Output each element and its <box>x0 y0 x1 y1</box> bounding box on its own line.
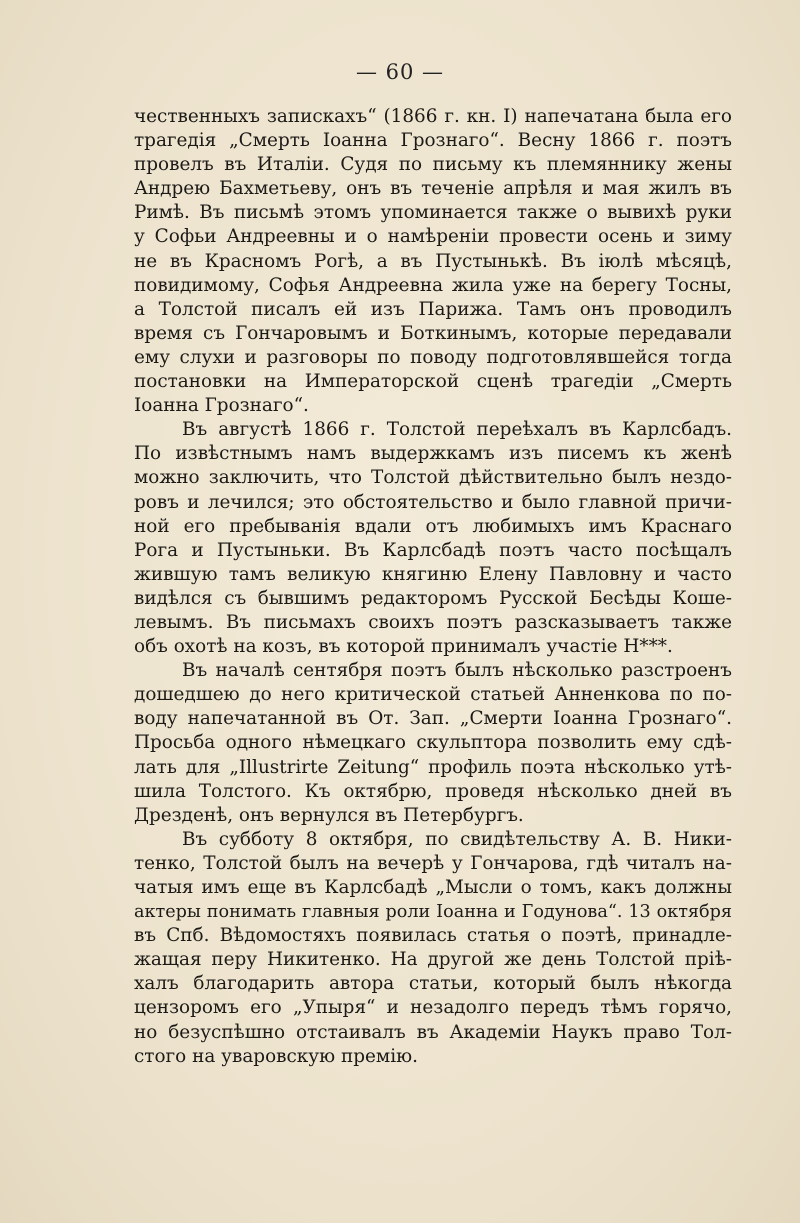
text-line: можно заключить, что Толстой дѣйствительно былъ нездо- <box>134 467 732 489</box>
body-text <box>134 105 732 1069</box>
text-line: провелъ въ Италіи. Судя по письму къ племяннику жены <box>134 154 732 176</box>
text-line: Іоанна Грознаго“. <box>134 395 309 417</box>
text-line: Рога и Пустыньки. Въ Карлсбадѣ поэтъ часто посѣщалъ <box>134 539 732 561</box>
text-line: Въ августѣ 1866 г. Толстой переѣхалъ въ Карлсбадъ. <box>182 419 732 441</box>
text-line: воду напечатанной въ От. Зап. „Смерти Іоанна Грознаго“. <box>134 708 732 730</box>
text-line: а Толстой писалъ ей изъ Парижа. Тамъ онъ проводилъ <box>134 298 732 320</box>
page-number: — 60 — <box>355 60 445 84</box>
text-line: Андрею Бахметьеву, онъ въ теченіе апрѣля и мая жилъ въ <box>134 178 732 200</box>
text-line: не въ Красномъ Рогѣ, а въ Пустынькѣ. Въ іюлѣ мѣсяцѣ, <box>134 250 732 272</box>
text-line: ему слухи и разговоры по поводу подготовлявшейся тогда <box>134 346 732 368</box>
text-line: Въ субботу 8 октября, по свидѣтельству А. В. Ники- <box>182 828 732 850</box>
text-line: повидимому, Софья Андреевна жила уже на берегу Тосны, <box>134 274 732 296</box>
text-line: у Софьи Андреевны и о намѣреніи провести осень и зиму <box>134 226 732 248</box>
text-line: трагедія „Смерть Іоанна Грознаго“. Весну 1866 г. поэтъ <box>134 130 732 152</box>
text-line: Дрезденѣ, онъ вернулся въ Петербургъ. <box>134 804 524 826</box>
text-line: шила Толстого. Къ октябрю, проведя нѣсколько дней въ <box>134 780 732 802</box>
text-line: чественныхъ запискахъ“ (1866 г. кн. I) напечатана была его <box>134 106 732 127</box>
text-line: постановки на Императорской сценѣ трагедіи „Смерть <box>134 371 732 393</box>
text-line: Римѣ. Въ письмѣ этомъ упоминается также о вывихѣ руки <box>134 202 732 224</box>
text-line: халъ благодарить автора статьи, который былъ нѣкогда <box>134 973 732 995</box>
text-line: въ Спб. Вѣдомостяхъ появилась статья о поэтѣ, принадле- <box>134 925 732 947</box>
text-line: но безуспѣшно отстаивалъ въ Академіи Наукъ право Тол- <box>134 1021 732 1043</box>
text-line: По извѣстнымъ намъ выдержкамъ изъ писемъ къ женѣ <box>134 443 732 465</box>
text-line: тенко, Толстой былъ на вечерѣ у Гончарова, гдѣ читалъ на- <box>134 852 732 874</box>
text-line: чатыя имъ еще въ Карлсбадѣ „Мысли о томъ, какъ должны <box>134 877 732 898</box>
text-line: дошедшею до него критической статьей Анненкова по по- <box>134 684 732 706</box>
text-line: ной его пребыванія вдали отъ любимыхъ имъ Краснаго <box>134 515 732 537</box>
text-line: Въ началѣ сентября поэтъ былъ нѣсколько разстроенъ <box>182 660 732 682</box>
text-line: жившую тамъ великую княгиню Елену Павловну и часто <box>134 563 732 585</box>
text-line: стого на уваровскую премію. <box>134 1045 418 1067</box>
text-line: Просьба одного нѣмецкаго скульптора позволить ему сдѣ- <box>134 732 732 754</box>
text-line: актеры понимать главныя роли Іоанна и Годунова“. 13 октября <box>134 902 732 923</box>
text-line: жащая перу Никитенко. На другой же день Толстой пріѣ- <box>134 949 732 971</box>
text-line: время съ Гончаровымъ и Боткинымъ, которые передавали <box>134 322 732 344</box>
text-line: видѣлся съ бывшимъ редакторомъ Русской Бесѣды Коше- <box>134 587 732 609</box>
text-line: лать для „Illustrirte Zeitung“ профиль поэта нѣсколько утѣ- <box>134 756 732 778</box>
text-line: ровъ и лечился; это обстоятельство и было главной причи- <box>134 491 732 513</box>
text-line: объ охотѣ на козъ, въ которой принималъ участіе Н***. <box>134 636 673 658</box>
text-line: цензоромъ его „Упыря“ и незадолго передъ тѣмъ горячо, <box>134 997 732 1019</box>
text-line: левымъ. Въ письмахъ своихъ поэтъ разсказываетъ также <box>134 611 732 633</box>
